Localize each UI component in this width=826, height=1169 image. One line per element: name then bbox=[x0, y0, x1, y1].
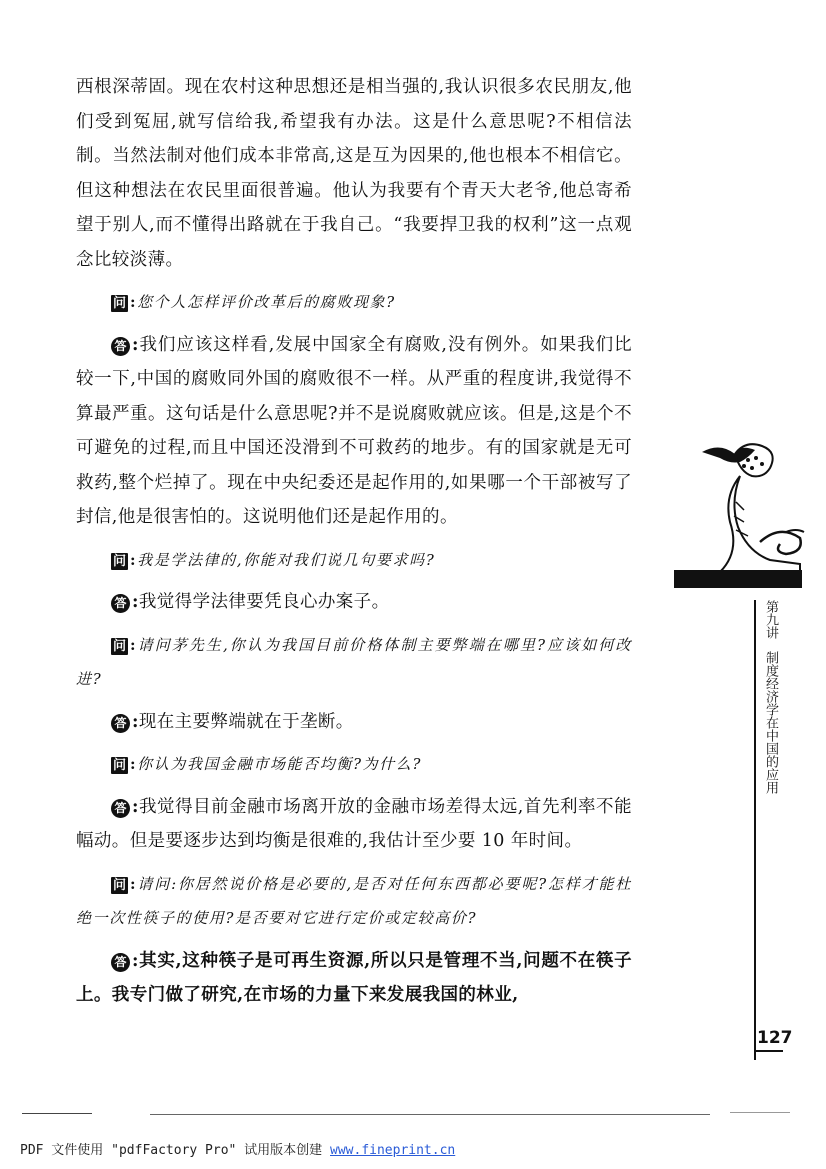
answer-label: 答 bbox=[111, 337, 130, 356]
fish-ornament-icon bbox=[700, 432, 810, 582]
side-topic-label: 制度经济学在中国的应用 bbox=[763, 651, 778, 794]
question-label: 问 bbox=[113, 638, 127, 654]
bottom-rule bbox=[730, 1112, 790, 1113]
page-number-rule bbox=[755, 1050, 783, 1052]
answer-2: 答 :我觉得学法律要凭良心办案子。 bbox=[76, 585, 632, 620]
question-2: 问 :我是学法律的,你能对我们说几句要求吗? bbox=[113, 550, 436, 569]
question-label: 问 bbox=[113, 877, 127, 893]
footer-link[interactable]: www.fineprint.cn bbox=[330, 1143, 456, 1158]
answer-text: 我觉得学法律要凭良心办案子。 bbox=[138, 592, 390, 612]
question-text: 请问:你居然说价格是必要的,是否对任何东西都必要呢?怎样才能杜绝一次性筷子的使用?是否要对它进行定价或定较高价? bbox=[76, 874, 632, 927]
question-4: 问 :你认为我国金融市场能否均衡?为什么? bbox=[113, 755, 423, 773]
answer-text: 我觉得目前金融市场离开放的金融市场差得太远,首先利率不能幅动。但是要逐步达到均衡是很难的,我估计至少要 10 年时间。 bbox=[76, 796, 632, 851]
answer-text: 现在主要弊端就在于垄断。 bbox=[138, 711, 354, 732]
answer-label: 答 bbox=[111, 714, 130, 733]
answer-label: 答 bbox=[111, 799, 130, 818]
page-number: 127 bbox=[757, 1028, 793, 1048]
bottom-rule bbox=[22, 1113, 92, 1114]
question-label: 问 bbox=[113, 553, 127, 569]
side-chapter-title bbox=[758, 600, 778, 794]
answer-text: 其实,这种筷子是可再生资源,所以只是管理不当,问题不在筷子上。我专门做了研究,在市场的力量下来发展我国的林业, bbox=[76, 950, 632, 1005]
body-text bbox=[76, 70, 632, 1013]
side-lecture-label: 第九讲 bbox=[763, 600, 778, 639]
question-text: 你认为我国金融市场能否均衡?为什么? bbox=[137, 755, 423, 773]
section-divider-bar bbox=[674, 570, 802, 588]
question-1: 问 :您个人怎样评价改革后的腐败现象? bbox=[113, 293, 396, 311]
answer-1: 答 :我们应该这样看,发展中国家全有腐败,没有例外。如果我们比较一下,中国的腐败同外国的腐败很不一样。从严重的程度讲,我觉得不算最严重。这句话是什么意思呢?并不是说腐败就应该。但是,这是个不可避免的过程,而且中国还没滑到不可救药的地步。有的国家就是无可救药,整个烂掉了。现在中央纪委还是起作用的,如果哪一个干部被写了封信,他是很害怕的。这说明他们还是起作用的。 bbox=[76, 334, 632, 527]
question-label: 问 bbox=[113, 296, 127, 311]
paragraph-intro: 西根深蒂固。现在农村这种思想还是相当强的,我认识很多农民朋友,他们受到冤屈,就写信给我,希望我有办法。这是什么意思呢?不相信法制。当然法制对他们成本非常高,这是互为因果的,他也根本不相信它。但这种想法在农民里面很普遍。他认为我要有个青天大老爷,他总寄希望于别人,而不懂得出路就在于我自己。“我要捍卫我的权利”这一点观念比较淡薄。 bbox=[76, 77, 632, 270]
question-text: 请问茅先生,你认为我国目前价格体制主要弊端在哪里?应该如何改进? bbox=[76, 635, 632, 688]
answer-4: 答 :我觉得目前金融市场离开放的金融市场差得太远,首先利率不能幅动。但是要逐步达到均衡是很难的,我估计至少要 10 年时间。 bbox=[76, 796, 632, 851]
answer-label: 答 bbox=[111, 594, 130, 613]
pdf-footer bbox=[20, 1139, 455, 1158]
question-label: 问 bbox=[113, 758, 127, 773]
question-5: 问 :请问:你居然说价格是必要的,是否对任何东西都必要呢?怎样才能杜绝一次性筷子的使用?是否要对它进行定价或定较高价? bbox=[76, 874, 632, 927]
question-text: 我是学法律的,你能对我们说几句要求吗? bbox=[137, 550, 436, 569]
answer-text: 我们应该这样看,发展中国家全有腐败,没有例外。如果我们比较一下,中国的腐败同外国的腐败很不一样。从严重的程度讲,我觉得不算最严重。这句话是什么意思呢?并不是说腐败就应该。但是,这是个不可避免的过程,而且中国还没滑到不可救药的地步。有的国家就是无可救药,整个烂掉了。现在中央纪委还是起作用的,如果哪一个干部被写了封信,他是很害怕的。这说明他们还是起作用的。 bbox=[76, 334, 632, 527]
answer-3: 答 :现在主要弊端就在于垄断。 bbox=[76, 705, 632, 740]
answer-label: 答 bbox=[111, 953, 130, 972]
question-3: 问 :请问茅先生,你认为我国目前价格体制主要弊端在哪里?应该如何改进? bbox=[76, 635, 632, 688]
side-rule bbox=[754, 600, 756, 1060]
bottom-rule bbox=[150, 1114, 710, 1115]
answer-5: 答 :其实,这种筷子是可再生资源,所以只是管理不当,问题不在筷子上。我专门做了研究,在市场的力量下来发展我国的林业, bbox=[76, 950, 632, 1005]
question-text: 您个人怎样评价改革后的腐败现象? bbox=[137, 293, 396, 311]
footer-text: PDF 文件使用 "pdfFactory Pro" 试用版本创建 bbox=[20, 1143, 331, 1158]
